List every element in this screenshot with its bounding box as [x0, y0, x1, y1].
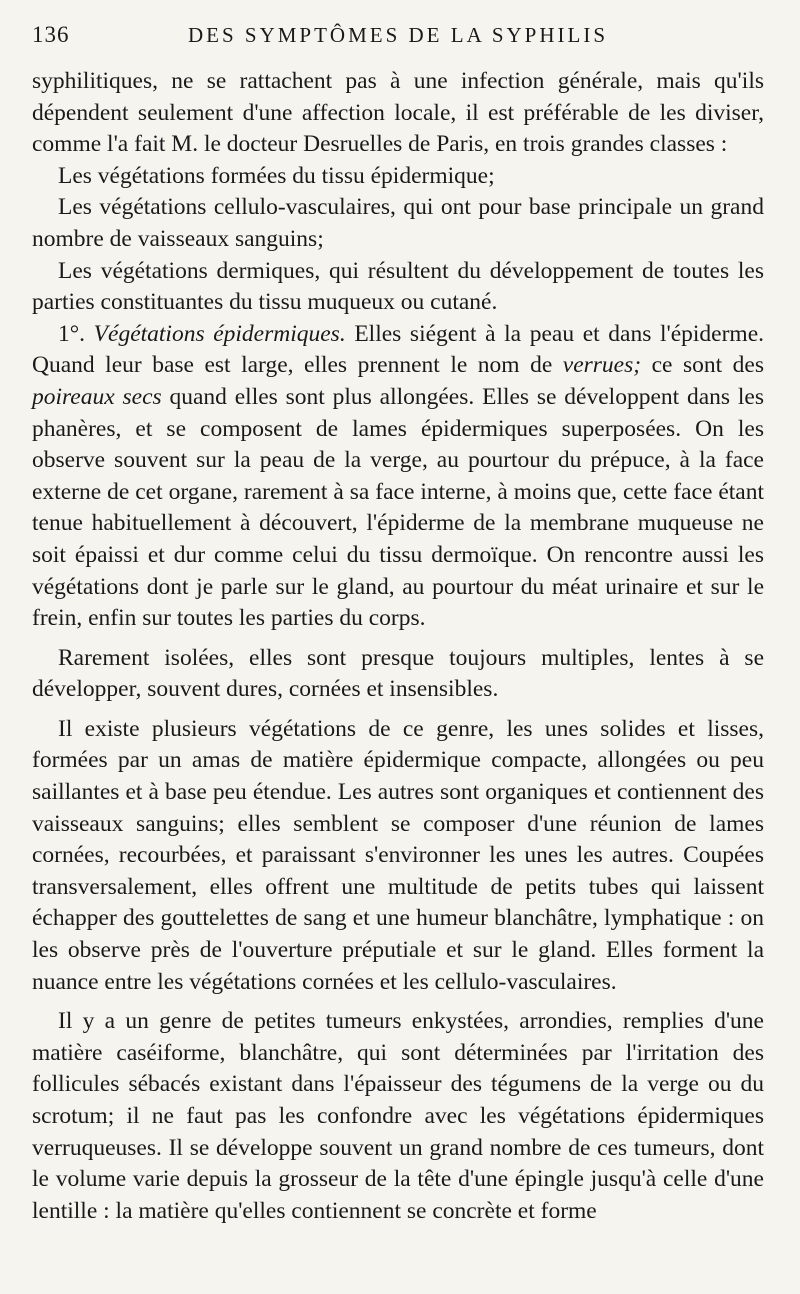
- paragraph-rarement: Rarement isolées, elles sont presque toujours multiples, lentes à se développer, souvent dures, cornées et insensibles.: [32, 644, 764, 703]
- body-text: [32, 66, 764, 1227]
- term-poireaux-secs: poireaux secs: [32, 383, 162, 410]
- paragraph-class-dermique: Les végétations dermiques, qui résultent du développement de toutes les parties constituantes du tissu muqueux ou cutané.: [32, 257, 764, 316]
- section-number: 1°.: [58, 320, 86, 347]
- paragraph-tumeurs: Il y a un genre de petites tumeurs enkystées, arrondies, remplies d'une matière caséiforme, blanchâtre, qui sont déterminées par l'irritation des follicules sébacés existant dans l'épaisseur des tégumens de la verge ou du scrotum; il ne faut pas les confondre avec les végétations épidermiques verruqueuses. Il se développe souvent un grand nombre de ces tumeurs, dont le volume varie depuis la grosseur de la tête d'une épingle jusqu'à celle d'une lentille : la matière qu'elles contiennent se concrète et forme: [32, 1008, 764, 1224]
- term-verrues: verrues;: [562, 352, 642, 379]
- page-header: [32, 22, 764, 66]
- paragraph-plusieurs: Il existe plusieurs végétations de ce genre, les unes solides et lisses, formées par un amas de matière épidermique compacte, allongées ou peu saillantes et à base peu étendue. Les autres sont organiques et contiennent des vaisseaux sanguins; elles semblent se composer d'une réunion de lames cornées, recourbées, et paraissant s'environner les unes les autres. Coupées transversalement, elles offrent une multitude de petits tubes qui laissent échapper des gouttelettes de sang et une humeur blanchâtre, lymphatique : on les observe près de l'ouverture préputiale et sur le gland. Elles forment la nuance entre les végétations cornées et les cellulo-vasculaires.: [32, 715, 764, 995]
- paragraph-intro: syphilitiques, ne se rattachent pas à une infection générale, mais qu'ils dépendent seulement d'une affection locale, il est préférable de les diviser, comme l'a fait M. le docteur Desruelles de Paris, en trois grandes classes :: [32, 68, 764, 158]
- section-text-b: ce sont des: [651, 352, 764, 379]
- paragraph-section-1: [32, 319, 764, 635]
- section-title: Végétations épidermiques.: [93, 320, 346, 347]
- page-number: 136: [32, 22, 70, 47]
- section-text-c: quand elles sont plus allongées. Elles se développent dans les phanères, et se composent de lames épidermiques superposées. On les observe souvent sur la peau de la verge, au pourtour du prépuce, à la face externe de cet organe, rarement à sa face interne, à moins que, cette face étant tenue habituellement à découvert, l'épiderme de la membrane muqueuse ne soit épaissi et dur comme celui du tissu dermoïque. On rencontre aussi les végétations dont je parle sur le gland, au pourtour du méat urinaire et sur le frein, enfin sur toutes les parties du corps.: [32, 383, 764, 632]
- paragraph-class-epidermique: Les végétations formées du tissu épidermique;: [58, 162, 495, 189]
- running-head: DES SYMPTÔMES DE LA SYPHILIS: [187, 23, 609, 47]
- section-text-a: Elles siégent à la peau et dans l'épiderme. Quand leur base est large, elles prennent le nom de: [32, 320, 765, 379]
- paragraph-class-cellulo-vasculaire: Les végétations cellulo-vasculaires, qui ont pour base principale un grand nombre de vaisseaux sanguins;: [32, 194, 764, 252]
